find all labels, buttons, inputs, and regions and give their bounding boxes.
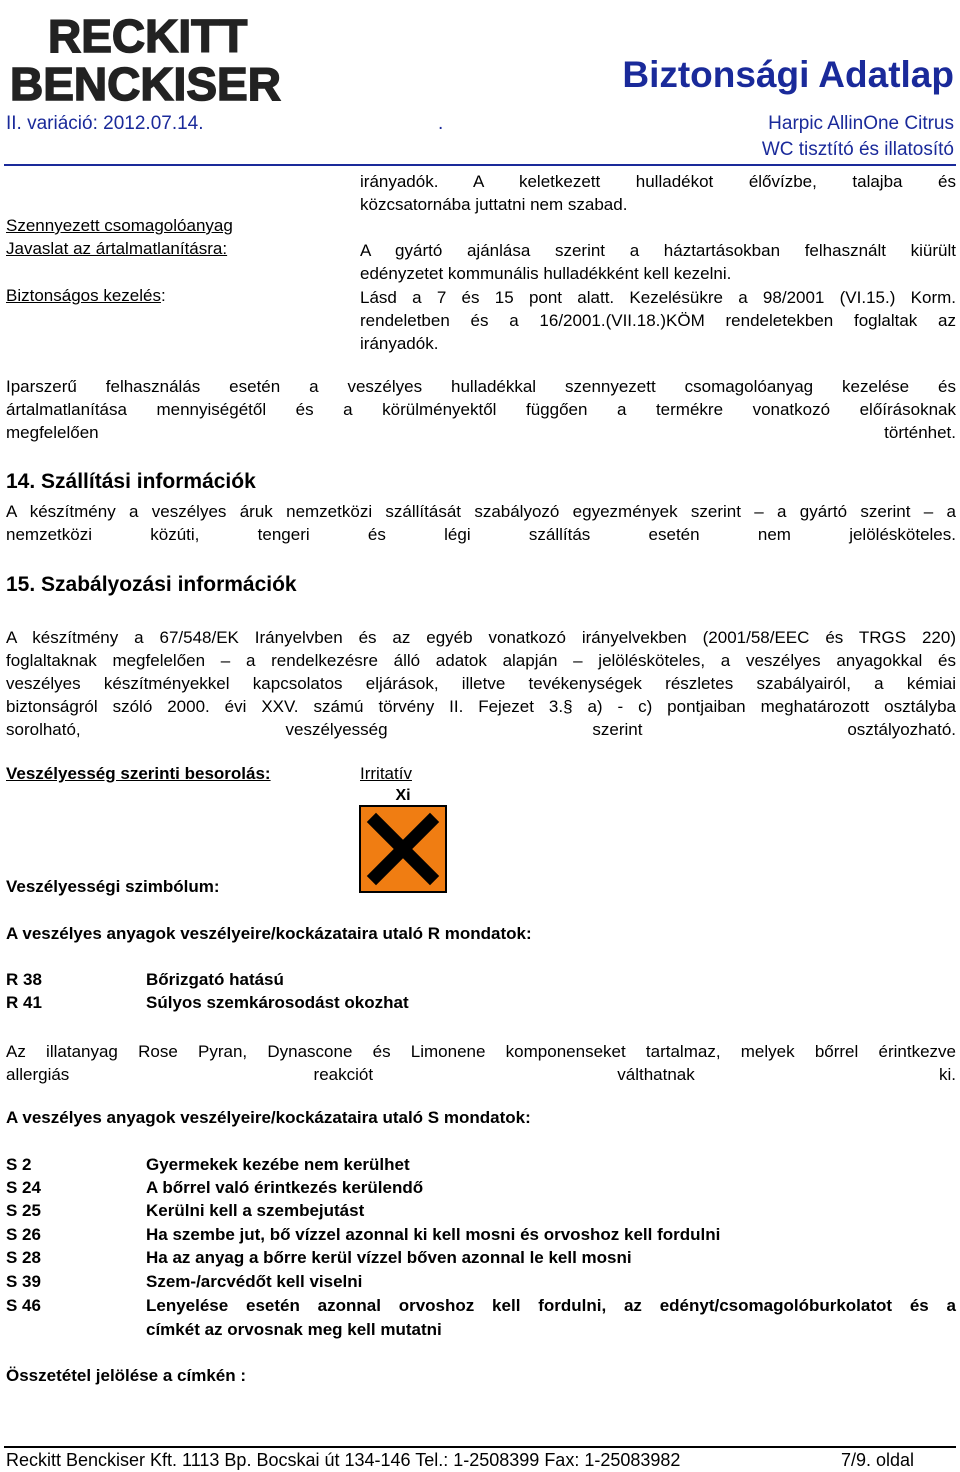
r-phrase-code: R 38 — [6, 970, 42, 989]
s-phrase-text: Szem-/arcvédőt kell viselni — [146, 1272, 363, 1291]
product-name-line2: WC tisztító és illatosító — [761, 139, 954, 160]
safe-handling-label — [6, 286, 166, 306]
s-phrase-code: S 46 — [6, 1296, 41, 1315]
section14-line2: nemzetközi közúti, tengeri és légi szállítás esetén nem jelölésköteles. — [6, 525, 956, 544]
s-phrase-code: S 2 — [6, 1155, 32, 1174]
section14-line1: A készítmény a veszélyes áruk nemzetközi szállítását szabályozó egyezmények szerint – a gyártó szerint – a — [6, 502, 956, 521]
r-phrases-heading: A veszélyes anyagok veszélyeire/kockázataira utaló R mondatok: — [6, 924, 532, 943]
label-composition-heading: Összetétel jelölése a címkén : — [6, 1366, 247, 1385]
safe-line3: irányadók. — [360, 334, 439, 353]
s-phrase-code: S 39 — [6, 1272, 41, 1291]
r-phrase-text: Súlyos szemkárosodást okozhat — [146, 993, 409, 1012]
header-dot: . — [438, 113, 444, 134]
version-text: II. variáció: 2012.07.14. — [6, 113, 204, 134]
industrial-line2: ártalmatlanítása mennyiségétől és a körülményektől függően a termékre vonatkozó előírásoknak — [6, 400, 956, 419]
s-phrase-text: Ha az anyag a bőrre kerül vízzel bőven azonnal le kell mosni — [146, 1248, 632, 1267]
footer-divider — [4, 1446, 956, 1448]
r-phrase-text: Bőrizgató hatású — [146, 970, 284, 989]
logo-line1: RECKITT — [48, 10, 248, 62]
s-phrases-heading: A veszélyes anyagok veszélyeire/kockázataira utaló S mondatok: — [6, 1108, 531, 1127]
section14-title: 14. Szállítási információk — [6, 470, 256, 493]
s-phrase-text: Ha szembe jut, bő vízzel azonnal ki kell mosni és orvoshoz kell fordulni — [146, 1225, 721, 1244]
symbol-label: Veszélyességi szimbólum: — [6, 877, 220, 896]
s-phrase-code: S 26 — [6, 1225, 41, 1244]
s-phrase-text: Kerülni kell a szembejutást — [146, 1201, 365, 1220]
r-phrase-code: R 41 — [6, 993, 42, 1012]
xi-symbol-code: Xi — [395, 787, 411, 804]
disposal-line2: edényzetet kommunális hulladékként kell kezelni. — [360, 264, 732, 283]
s46-continuation: címkét az orvosnak meg kell mutatni — [146, 1320, 442, 1339]
disposal-line1: A gyártó ajánlása szerint a háztartásokban felhasznált kiürült — [360, 241, 956, 260]
footer-page-number: 7/9. oldal — [840, 1450, 914, 1470]
industrial-line3: megfelelően történhet. — [6, 423, 956, 442]
section15-line3: veszélyes készítményekkel kapcsolatos eljárások, illetve tevékenységek részletes szabályairól, a kémiai — [6, 674, 956, 693]
classification-value: Irritatív — [360, 764, 412, 783]
s-phrase-code: S 24 — [6, 1178, 41, 1197]
s-phrase-text: Lenyelése esetén azonnal orvoshoz kell fordulni, az edényt/csomagolóburkolatot és a — [146, 1296, 956, 1315]
continuation-line2: közcsatornába juttatni nem szabad. — [360, 195, 628, 214]
logo-line2: BENCKISER — [10, 58, 281, 106]
section15-line1: A készítmény a 67/548/EK Irányelvben és az egyéb vonatkozó irányelvekben (2001/58/EEC és TRGS 220) — [6, 628, 956, 647]
section15-line5: sorolható, veszélyesség szerint osztályozható. — [6, 720, 956, 739]
safe-line2: rendeletben és a 16/2001.(VII.18.)KÖM rendeletekben foglaltak az — [360, 311, 956, 330]
classification-label: Veszélyesség szerinti besorolás: — [6, 764, 271, 783]
safe-handling-label-text: Biztonságos kezelés — [6, 286, 161, 305]
safe-line1: Lásd a 7 és 15 pont alatt. Kezelésükre a 98/2001 (VI.15.) Korm. — [360, 288, 956, 307]
s-phrase-code: S 28 — [6, 1248, 41, 1267]
reckitt-benckiser-logo — [8, 6, 298, 106]
section15-line2: foglaltaknak megfelelően – a rendelkezésre álló adatok alapján – jelölésköteles, a veszélyes anyagokkal és — [6, 651, 956, 670]
disposal-label: Javaslat az ártalmatlanításra: — [6, 239, 228, 258]
document-title: Biztonsági Adatlap — [622, 54, 954, 95]
s-phrase-text: Gyermekek kezébe nem kerülhet — [146, 1155, 410, 1174]
safe-handling-colon: : — [160, 286, 166, 305]
section15-line4: biztonságról szóló 2000. évi XXV. számú törvény II. Fejezet 3.§ a) - c) pontjaiban meghatározott osztályba — [6, 697, 956, 716]
product-name-line1: Harpic AllinOne Citrus — [768, 113, 954, 134]
s-phrase-code: S 25 — [6, 1201, 41, 1220]
packaging-label: Szennyezett csomagolóanyag — [6, 216, 233, 235]
xi-hazard-symbol-icon — [358, 784, 448, 894]
allergy-line2: allergiás reakciót válthatnak ki. — [6, 1065, 956, 1084]
header-divider — [4, 164, 956, 166]
industrial-line1: Iparszerű felhasználás esetén a veszélyes hulladékkal szennyezett csomagolóanyag kezelése és — [6, 377, 956, 396]
continuation-line1: irányadók. A keletkezett hulladékot élővízbe, talajba és — [360, 172, 956, 191]
allergy-line1: Az illatanyag Rose Pyran, Dynascone és Limonene komponenseket tartalmaz, melyek bőrrel érintkezve — [6, 1042, 956, 1061]
section15-title: 15. Szabályozási információk — [6, 573, 297, 596]
footer-company-info: Reckitt Benckiser Kft. 1113 Bp. Bocskai út 134-146 Tel.: 1-2508399 Fax: 1-25083982 — [6, 1450, 681, 1470]
s-phrase-text: A bőrrel való érintkezés kerülendő — [146, 1178, 424, 1197]
